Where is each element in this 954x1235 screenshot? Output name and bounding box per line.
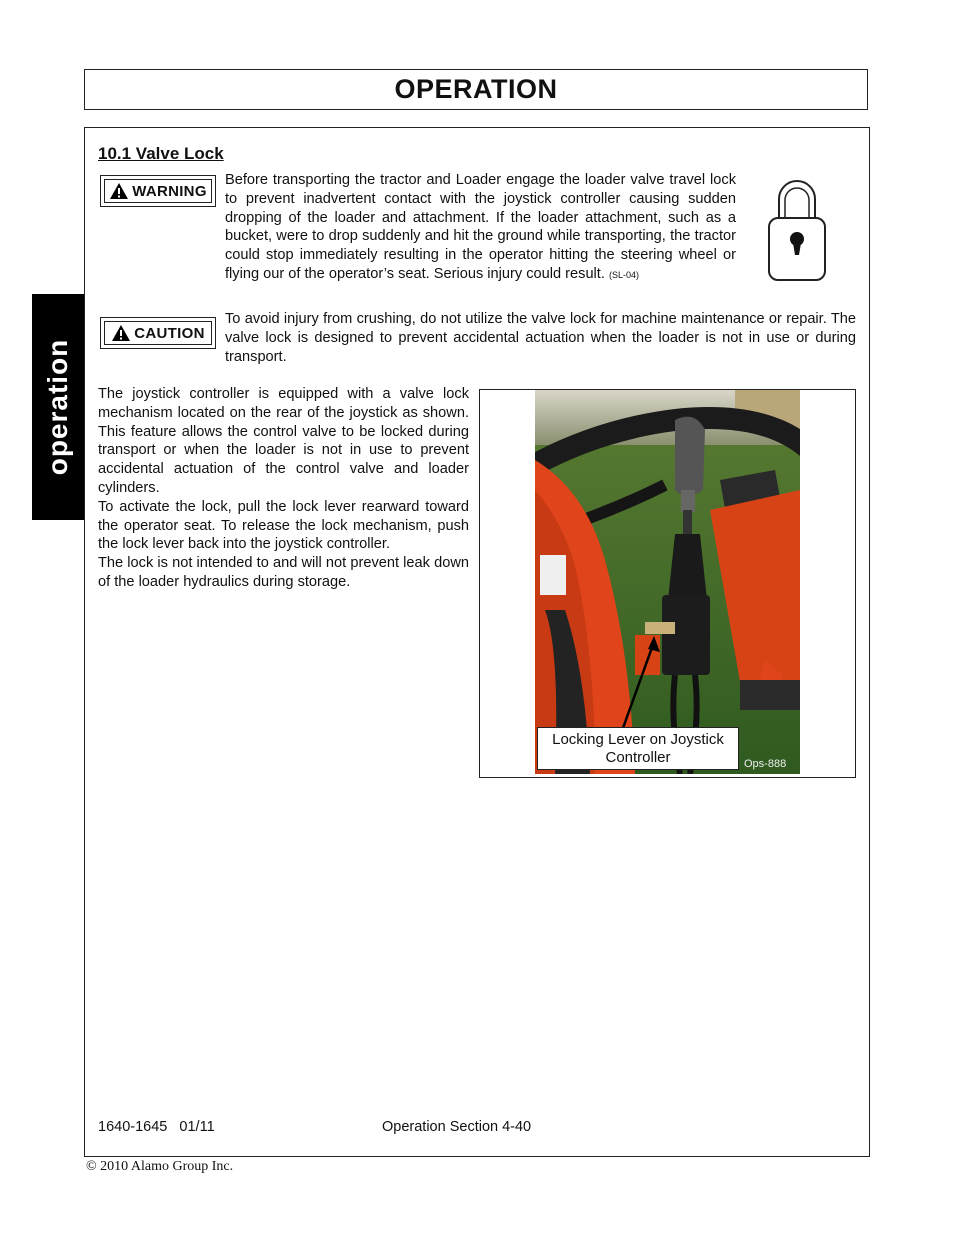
caution-text: To avoid injury from crushing, do not utilize the valve lock for machine maintenance or repair. The valve lock is designed to prevent accidental actuation when the loader is not in use or during transport. — [225, 311, 856, 365]
page-title: OPERATION — [394, 74, 558, 104]
header-bar — [84, 69, 868, 110]
body-paragraph: The lock is not intended to and will not prevent leak down of the loader hydraulics during storage. — [98, 555, 469, 590]
joystick-photo — [535, 390, 800, 774]
warning-ref: (SL-04) — [608, 269, 639, 280]
figure-caption: Locking Lever on Joystick Controller — [537, 727, 739, 770]
section-title: 10.1 Valve Lock — [98, 144, 224, 163]
caution-badge-label: CAUTION — [134, 324, 205, 342]
copyright: © 2010 Alamo Group Inc. — [86, 1159, 234, 1174]
side-tab-label: operation — [42, 338, 73, 476]
warning-badge — [100, 175, 216, 207]
footer-section-page: Operation Section 4-40 — [382, 1119, 532, 1135]
body-paragraph: The joystick controller is equipped with a valve lock mechanism located on the rear of the joystick as shown. This feature allows the control valve to be locked during transport or when the loader is not in use to prevent accidental actuation of the control valve and loader cylinders. — [98, 386, 469, 496]
warning-text-block — [225, 171, 736, 285]
warning-text: Before transporting the tractor and Loader engage the loader valve travel lock to prevent inadvertent contact with the joystick controller causing sudden dropping of the loader and attachment. If the loader attachment, such as a bucket, were to drop suddenly and hit the ground while transporting, the tractor could stop immediately resulting in the operator hitting the steering wheel or flying our of the operator’s seat. Serious injury could result. — [225, 172, 736, 282]
warning-triangle-icon — [111, 324, 131, 342]
warning-triangle-icon — [109, 182, 129, 200]
body-text — [98, 385, 469, 592]
body-paragraph: To activate the lock, pull the lock lever rearward toward the operator seat. To release the lock mechanism, push the lock lever back into the joystick controller. — [98, 498, 469, 553]
warning-badge-label: WARNING — [132, 182, 207, 200]
caution-badge — [100, 317, 216, 349]
padlock-icon — [767, 173, 827, 283]
figure-code: Ops-888 — [744, 758, 787, 770]
side-tab — [32, 294, 84, 520]
footer-doc-number: 1640-1645 01/11 — [98, 1119, 215, 1135]
